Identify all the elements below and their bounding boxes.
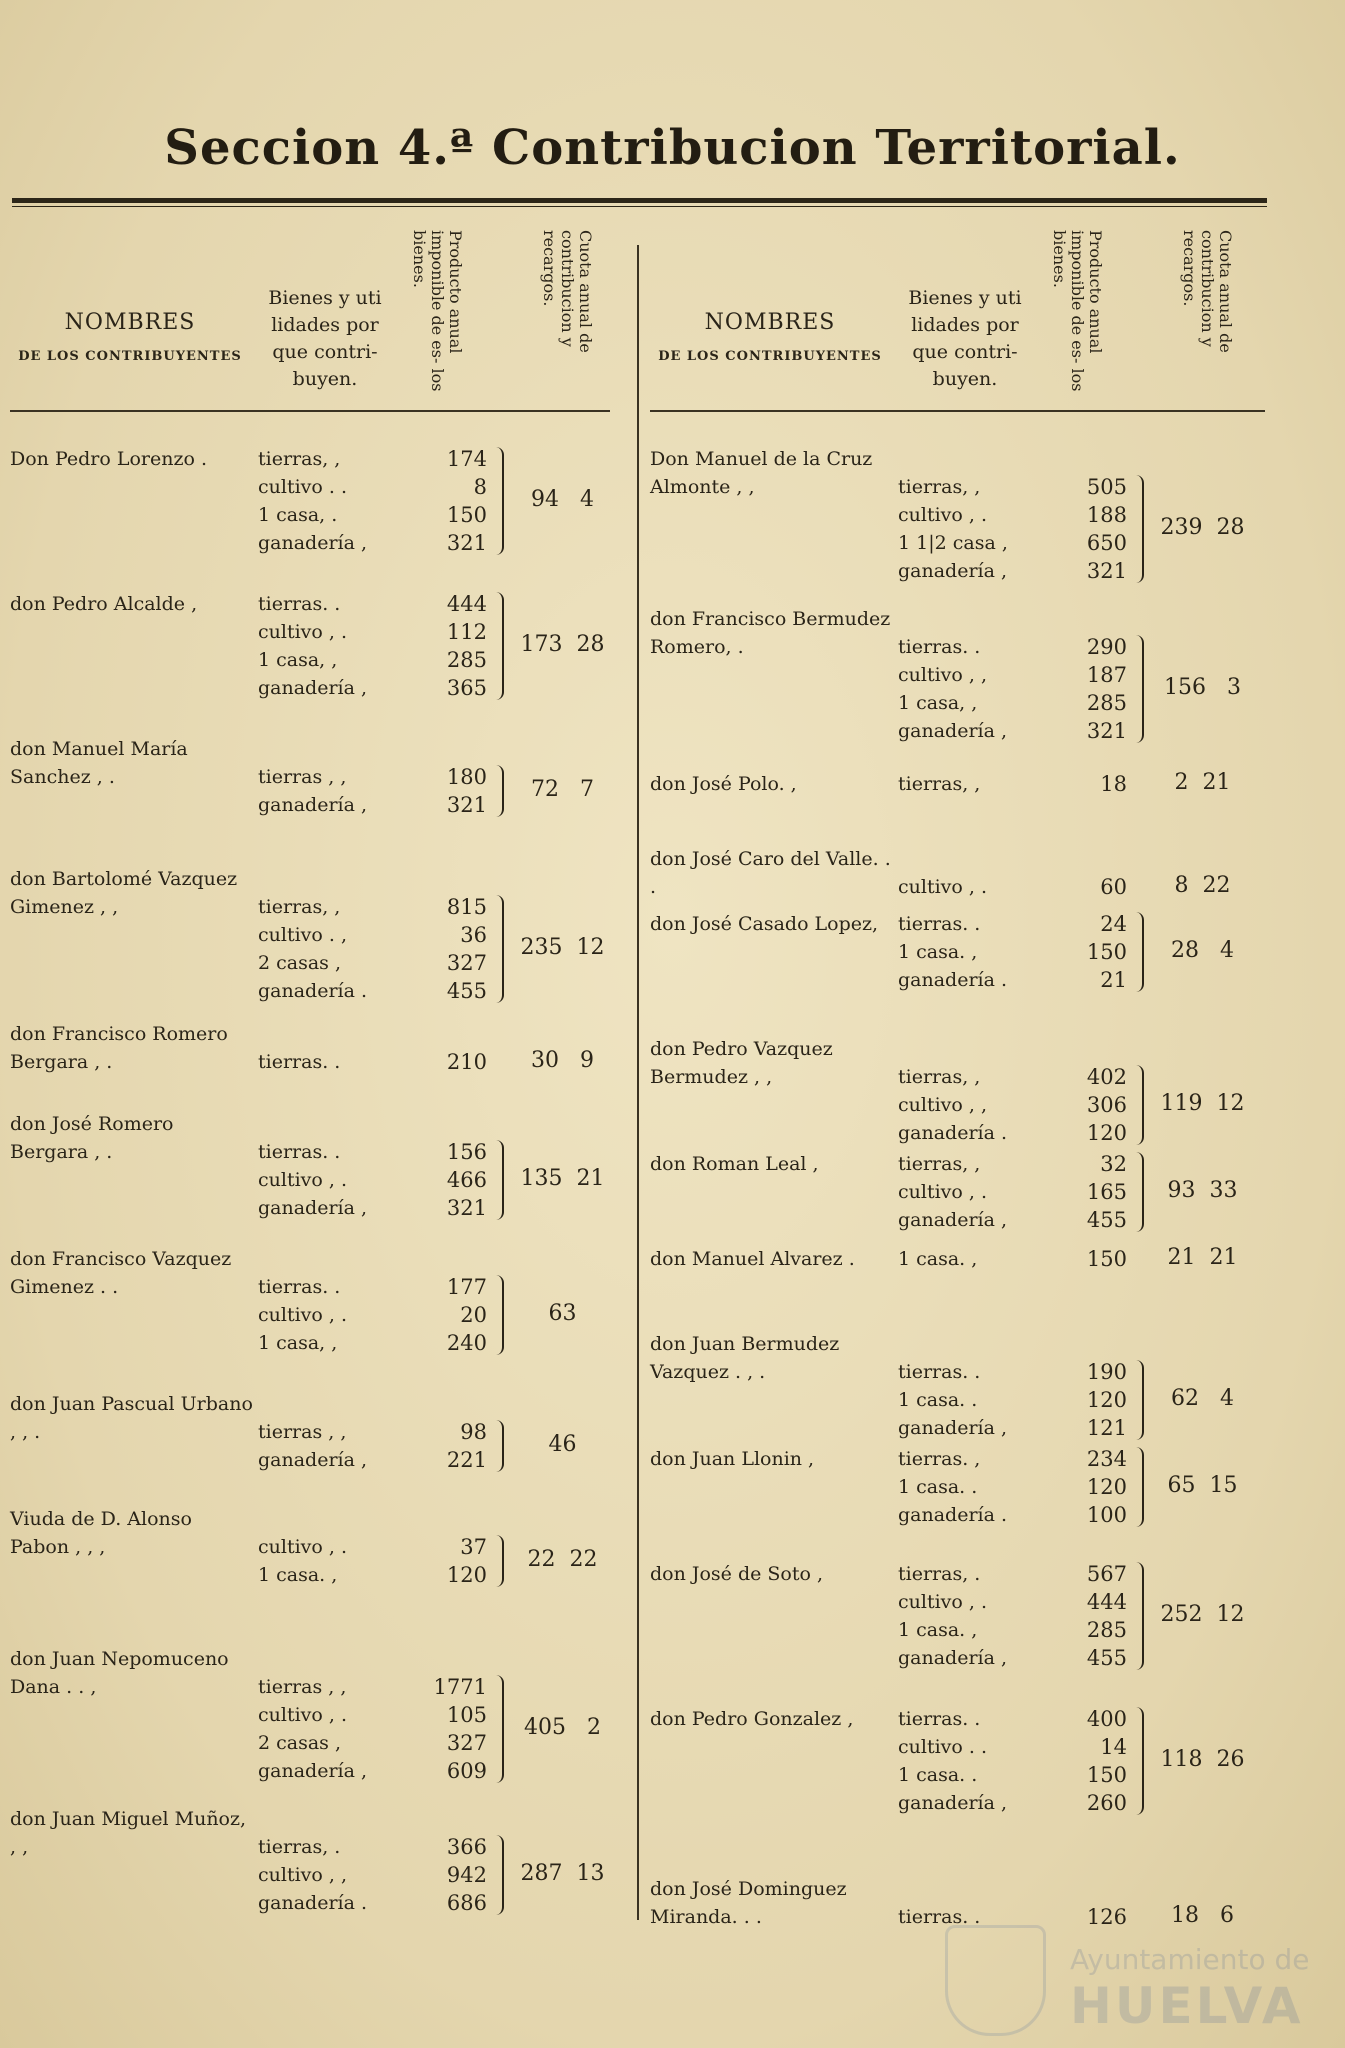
product-value: 156	[446, 1140, 487, 1164]
goods-item: tierras. .	[898, 1906, 981, 1928]
right-column	[650, 230, 1275, 1929]
grouping-brace	[492, 447, 504, 555]
quota-value: 287 13	[520, 1861, 605, 1886]
goods-item: ganadería ,	[258, 794, 368, 816]
title-rule-thin	[12, 206, 1267, 207]
product-value: 21	[1100, 968, 1127, 992]
goods-list	[898, 873, 1038, 901]
goods-item: tierras. .	[258, 1141, 341, 1163]
taxpayer-name: don José Romero Bergara , .	[10, 1113, 174, 1163]
goods-list	[258, 1138, 398, 1222]
product-value: 210	[446, 1050, 487, 1074]
names-header	[650, 310, 890, 364]
product-value: 1771	[433, 1675, 487, 1699]
goods-item: 1 casa. .	[898, 1764, 978, 1786]
goods-item: ganadería ,	[898, 1792, 1008, 1814]
goods-list	[258, 1673, 398, 1785]
product-value: 60	[1100, 875, 1127, 899]
quota-value: 119 12	[1160, 1091, 1245, 1116]
quota-header: Cuota anual de contribucion y recargos.	[540, 230, 595, 353]
product-values	[1045, 1245, 1127, 1273]
product-value: 20	[460, 1303, 487, 1327]
goods-item: 2 casas ,	[258, 1732, 342, 1754]
quota-value: 18 6	[1171, 1903, 1234, 1928]
names-header-subtitle: DE LOS CONTRIBUYENTES	[18, 349, 242, 364]
product-header: Producto anual imponible de es- los bienes.	[1050, 230, 1105, 392]
taxpayer-name: don Pedro Gonzalez ,	[650, 1708, 854, 1730]
product-value: 444	[1086, 1590, 1127, 1614]
product-value: 24	[1100, 912, 1127, 936]
goods-item: cultivo , .	[898, 876, 987, 898]
goods-item: cultivo , .	[898, 1181, 987, 1203]
right-header	[650, 230, 1275, 415]
product-header: Producto anual imponible de es- los bienes.	[410, 230, 465, 392]
goods-item: 1 casa, ,	[898, 692, 978, 714]
goods-list	[258, 1833, 398, 1917]
watermark-line1: Ayuntamiento de	[1070, 1943, 1310, 1976]
product-values	[1045, 1063, 1127, 1147]
product-values	[1045, 1150, 1127, 1234]
goods-list	[258, 590, 398, 702]
watermark-logo	[945, 1925, 1325, 2035]
taxpayer-name: don José Polo. ,	[650, 773, 797, 795]
quota-value: 72 7	[531, 777, 594, 802]
product-value: 400	[1086, 1707, 1127, 1731]
quota-value: 62 4	[1171, 1386, 1234, 1411]
goods-item: tierras, ,	[258, 448, 341, 470]
product-values	[405, 1418, 487, 1474]
product-value: 567	[1086, 1562, 1127, 1586]
quota-value: 22 22	[527, 1547, 598, 1572]
taxpayer-name: don José Casado Lopez,	[650, 913, 879, 935]
grouping-brace	[1132, 1562, 1144, 1670]
product-value: 327	[446, 1731, 487, 1755]
goods-item: tierras. .	[898, 636, 981, 658]
taxpayer-name: don José Caro del Valle. . .	[650, 848, 891, 898]
taxpayer-name: don Pedro Vazquez Bermudez , ,	[650, 1038, 833, 1088]
quota-value: 8 22	[1174, 873, 1231, 898]
goods-item: tierras, ,	[898, 1066, 981, 1088]
goods-item: 1 1|2 casa ,	[898, 532, 1008, 554]
product-value: 686	[446, 1891, 487, 1915]
product-values	[405, 1833, 487, 1917]
goods-item: ganadería ,	[898, 1209, 1008, 1231]
product-value: 240	[446, 1331, 487, 1355]
taxpayer-name: Viuda de D. Alonso Pabon , , ,	[10, 1508, 192, 1558]
goods-item: cultivo . .	[258, 476, 347, 498]
product-value: 365	[446, 676, 487, 700]
product-value: 14	[1100, 1735, 1127, 1759]
goods-item: tierras , ,	[258, 1676, 347, 1698]
product-value: 37	[460, 1535, 487, 1559]
taxpayer-name: don Pedro Alcalde ,	[10, 593, 198, 615]
goods-item: cultivo , .	[258, 1704, 347, 1726]
goods-list	[898, 1705, 1038, 1817]
product-value: 306	[1086, 1093, 1127, 1117]
product-values	[405, 1138, 487, 1222]
goods-item: cultivo , .	[258, 621, 347, 643]
grouping-brace	[1132, 1360, 1144, 1440]
grouping-brace	[492, 592, 504, 700]
left-column	[10, 230, 610, 1915]
quota-value: 135 21	[520, 1166, 605, 1191]
goods-item: tierras, .	[898, 1563, 981, 1585]
goods-header: Bienes y uti lidades por que contri- buyen.	[908, 287, 1022, 390]
product-values	[405, 1048, 487, 1076]
product-value: 121	[1086, 1416, 1127, 1440]
product-value: 285	[1086, 1618, 1127, 1642]
names-header	[10, 310, 250, 364]
grouping-brace	[492, 1140, 504, 1220]
grouping-brace	[492, 895, 504, 1003]
product-value: 120	[1086, 1388, 1127, 1412]
quota-header: Cuota anual de contribucion y recargos.	[1180, 230, 1235, 353]
product-value: 285	[446, 648, 487, 672]
goods-list	[258, 1273, 398, 1357]
goods-item: cultivo , .	[258, 1304, 347, 1326]
product-value: 609	[446, 1759, 487, 1783]
quota-value: 252 12	[1160, 1602, 1245, 1627]
product-value: 321	[446, 531, 487, 555]
product-value: 321	[1086, 559, 1127, 583]
taxpayer-name: don Francisco Bermudez Romero, .	[650, 608, 891, 658]
product-value: 505	[1086, 475, 1127, 499]
page-title: Seccion 4.ª Contribucion Territorial.	[164, 120, 1181, 176]
goods-item: 1 casa, ,	[258, 1332, 338, 1354]
goods-item: tierras. .	[898, 913, 981, 935]
goods-item: 1 casa. ,	[898, 1248, 978, 1270]
product-value: 120	[446, 1563, 487, 1587]
grouping-brace	[492, 1675, 504, 1783]
goods-item: 1 casa. ,	[258, 1564, 338, 1586]
product-value: 321	[446, 793, 487, 817]
quota-value: 65 15	[1167, 1473, 1238, 1498]
goods-item: tierras. ,	[898, 1448, 981, 1470]
taxpayer-name: don Francisco Romero Bergara , .	[10, 1023, 228, 1073]
quota-value: 235 12	[520, 935, 605, 960]
taxpayer-name: don Juan Nepomuceno Dana . . ,	[10, 1648, 229, 1698]
names-header-subtitle: DE LOS CONTRIBUYENTES	[658, 349, 882, 364]
product-value: 150	[1086, 1247, 1127, 1271]
goods-list	[898, 1445, 1038, 1529]
goods-item: tierras, ,	[258, 896, 341, 918]
taxpayer-name: don Juan Bermudez Vazquez . , .	[650, 1333, 840, 1383]
quota-value: 156 3	[1164, 675, 1241, 700]
goods-list	[898, 770, 1038, 798]
header-rule	[10, 410, 610, 412]
product-values	[405, 893, 487, 1005]
product-value: 290	[1086, 635, 1127, 659]
column-separator	[637, 245, 639, 1920]
product-values	[405, 1273, 487, 1357]
product-value: 98	[460, 1420, 487, 1444]
goods-list	[258, 893, 398, 1005]
goods-item: tierras. .	[258, 1051, 341, 1073]
quota-value: 239 28	[1160, 515, 1245, 540]
quota-value: 118 26	[1160, 1747, 1245, 1772]
product-value: 285	[1086, 691, 1127, 715]
goods-item: ganadería .	[898, 969, 1008, 991]
grouping-brace	[1132, 475, 1144, 583]
shield-icon	[945, 1925, 1046, 2036]
product-value: 150	[1086, 940, 1127, 964]
goods-item: ganadería ,	[898, 1647, 1008, 1669]
taxpayer-name: don Juan Pascual Urbano , , .	[10, 1393, 253, 1443]
goods-item: cultivo , .	[258, 1536, 347, 1558]
product-value: 327	[446, 951, 487, 975]
taxpayer-name: Don Pedro Lorenzo .	[10, 448, 207, 470]
grouping-brace	[1132, 1152, 1144, 1232]
goods-item: ganadería ,	[258, 1197, 368, 1219]
taxpayer-name: don Manuel Alvarez .	[650, 1248, 855, 1270]
goods-item: 1 casa, ,	[258, 649, 338, 671]
goods-list	[898, 910, 1038, 994]
product-values	[1045, 1358, 1127, 1442]
product-value: 815	[446, 895, 487, 919]
product-value: 455	[446, 979, 487, 1003]
product-value: 650	[1086, 531, 1127, 555]
quota-value: 46	[548, 1432, 577, 1457]
product-value: 187	[1086, 663, 1127, 687]
quota-value: 63	[548, 1301, 577, 1326]
product-value: 177	[446, 1275, 487, 1299]
taxpayer-name: don Bartolomé Vazquez Gimenez , ,	[10, 868, 238, 918]
product-values	[405, 763, 487, 819]
goods-item: 1 casa. ,	[898, 1619, 978, 1641]
product-value: 105	[446, 1703, 487, 1727]
watermark-line2: HUELVA	[1070, 1977, 1304, 2035]
goods-item: ganadería ,	[898, 560, 1008, 582]
goods-item: tierras, ,	[898, 476, 981, 498]
goods-item: 1 casa. .	[898, 1476, 978, 1498]
goods-item: cultivo , .	[258, 1169, 347, 1191]
product-value: 942	[446, 1863, 487, 1887]
goods-item: ganadería .	[258, 980, 368, 1002]
product-value: 190	[1086, 1360, 1127, 1384]
product-value: 455	[1086, 1646, 1127, 1670]
product-values	[1045, 1560, 1127, 1672]
product-values	[1045, 1445, 1127, 1529]
goods-item: cultivo . .	[898, 1736, 987, 1758]
quota-value: 2 21	[1174, 770, 1231, 795]
product-values	[1045, 873, 1127, 901]
goods-item: 1 casa, .	[258, 504, 338, 526]
product-values	[1045, 1705, 1127, 1817]
taxpayer-name: don José de Soto ,	[650, 1563, 824, 1585]
goods-item: tierras, ,	[898, 773, 981, 795]
product-value: 126	[1086, 1905, 1127, 1929]
goods-header: Bienes y uti lidades por que contri- buyen.	[268, 287, 382, 390]
taxpayer-name: don Francisco Vazquez Gimenez . .	[10, 1248, 232, 1298]
goods-item: cultivo . ,	[258, 924, 347, 946]
grouping-brace	[1132, 912, 1144, 992]
goods-item: cultivo , .	[898, 1591, 987, 1613]
goods-item: ganadería .	[898, 1122, 1008, 1144]
goods-list	[258, 1418, 398, 1474]
grouping-brace	[1132, 1447, 1144, 1527]
quota-value: 28 4	[1171, 938, 1234, 963]
goods-item: tierras. .	[258, 593, 341, 615]
goods-item: tierras , ,	[258, 766, 347, 788]
taxpayer-name: don Juan Llonin ,	[650, 1448, 815, 1470]
product-value: 165	[1086, 1180, 1127, 1204]
product-value: 221	[446, 1448, 487, 1472]
goods-item: ganadería ,	[258, 1449, 368, 1471]
goods-list	[898, 633, 1038, 745]
product-value: 174	[446, 447, 487, 471]
header-rule	[650, 410, 1265, 412]
taxpayer-name: don Juan Miguel Muñoz, , ,	[10, 1808, 247, 1858]
quota-value: 94 4	[531, 487, 594, 512]
goods-item: 2 casas ,	[258, 952, 342, 974]
goods-list	[258, 1533, 398, 1589]
product-value: 112	[446, 620, 487, 644]
goods-list	[898, 1150, 1038, 1234]
goods-list	[898, 473, 1038, 585]
product-value: 32	[1100, 1152, 1127, 1176]
product-value: 321	[1086, 719, 1127, 743]
goods-list	[898, 1560, 1038, 1672]
names-header-title: NOMBRES	[64, 310, 196, 335]
goods-item: ganadería .	[898, 1504, 1008, 1526]
product-value: 150	[1086, 1763, 1127, 1787]
names-header-title: NOMBRES	[704, 310, 836, 335]
product-value: 444	[446, 592, 487, 616]
goods-item: ganadería ,	[898, 720, 1008, 742]
product-values	[405, 445, 487, 557]
grouping-brace	[492, 1535, 504, 1587]
goods-item: tierras, ,	[898, 1153, 981, 1175]
goods-item: tierras, .	[258, 1836, 341, 1858]
product-value: 100	[1086, 1503, 1127, 1527]
grouping-brace	[492, 1275, 504, 1355]
product-value: 8	[473, 475, 487, 499]
goods-item: cultivo , ,	[898, 1094, 987, 1116]
grouping-brace	[492, 1420, 504, 1472]
grouping-brace	[1132, 1065, 1144, 1145]
product-values	[405, 590, 487, 702]
goods-list	[898, 1358, 1038, 1442]
product-values	[1045, 633, 1127, 745]
product-values	[1045, 770, 1127, 798]
goods-list	[898, 1245, 1038, 1273]
quota-value: 21 21	[1167, 1245, 1238, 1270]
goods-item: ganadería ,	[258, 1760, 368, 1782]
product-value: 120	[1086, 1475, 1127, 1499]
goods-item: tierras , ,	[258, 1421, 347, 1443]
taxpayer-name: Don Manuel de la Cruz Almonte , ,	[650, 448, 873, 498]
taxpayer-name: don Manuel María Sanchez , .	[10, 738, 188, 788]
goods-item: tierras. .	[258, 1276, 341, 1298]
product-value: 18	[1100, 772, 1127, 796]
product-values	[1045, 473, 1127, 585]
left-header	[10, 230, 610, 415]
goods-item: cultivo , .	[898, 504, 987, 526]
goods-item: ganadería ,	[258, 677, 368, 699]
product-value: 466	[446, 1168, 487, 1192]
goods-item: tierras. .	[898, 1708, 981, 1730]
goods-item: cultivo , ,	[898, 664, 987, 686]
product-value: 455	[1086, 1208, 1127, 1232]
product-value: 120	[1086, 1121, 1127, 1145]
quota-value: 173 28	[520, 632, 605, 657]
goods-item: 1 casa. ,	[898, 941, 978, 963]
product-value: 260	[1086, 1791, 1127, 1815]
product-values	[1045, 910, 1127, 994]
quota-value: 405 2	[524, 1715, 601, 1740]
goods-list	[898, 1063, 1038, 1147]
product-value: 188	[1086, 503, 1127, 527]
product-value: 321	[446, 1196, 487, 1220]
product-values	[405, 1673, 487, 1785]
product-values	[405, 1533, 487, 1589]
goods-item: tierras. .	[898, 1361, 981, 1383]
goods-item: ganadería ,	[258, 532, 368, 554]
taxpayer-name: don José Dominguez Miranda. . .	[650, 1878, 847, 1928]
product-value: 402	[1086, 1065, 1127, 1089]
goods-item: ganadería .	[258, 1892, 368, 1914]
goods-list	[258, 445, 398, 557]
quota-value: 30 9	[531, 1048, 594, 1073]
goods-list	[258, 763, 398, 819]
product-value: 234	[1086, 1447, 1127, 1471]
grouping-brace	[1132, 1707, 1144, 1815]
goods-list	[258, 1048, 398, 1076]
grouping-brace	[492, 765, 504, 817]
taxpayer-name: don Roman Leal ,	[650, 1153, 819, 1175]
quota-value: 93 33	[1167, 1178, 1238, 1203]
grouping-brace	[492, 1835, 504, 1915]
goods-item: ganadería ,	[898, 1417, 1008, 1439]
goods-item: cultivo , ,	[258, 1864, 347, 1886]
grouping-brace	[1132, 635, 1144, 743]
title-rule	[12, 198, 1267, 203]
goods-item: 1 casa. .	[898, 1389, 978, 1411]
product-value: 36	[460, 923, 487, 947]
product-value: 366	[446, 1835, 487, 1859]
product-value: 180	[446, 765, 487, 789]
product-value: 150	[446, 503, 487, 527]
